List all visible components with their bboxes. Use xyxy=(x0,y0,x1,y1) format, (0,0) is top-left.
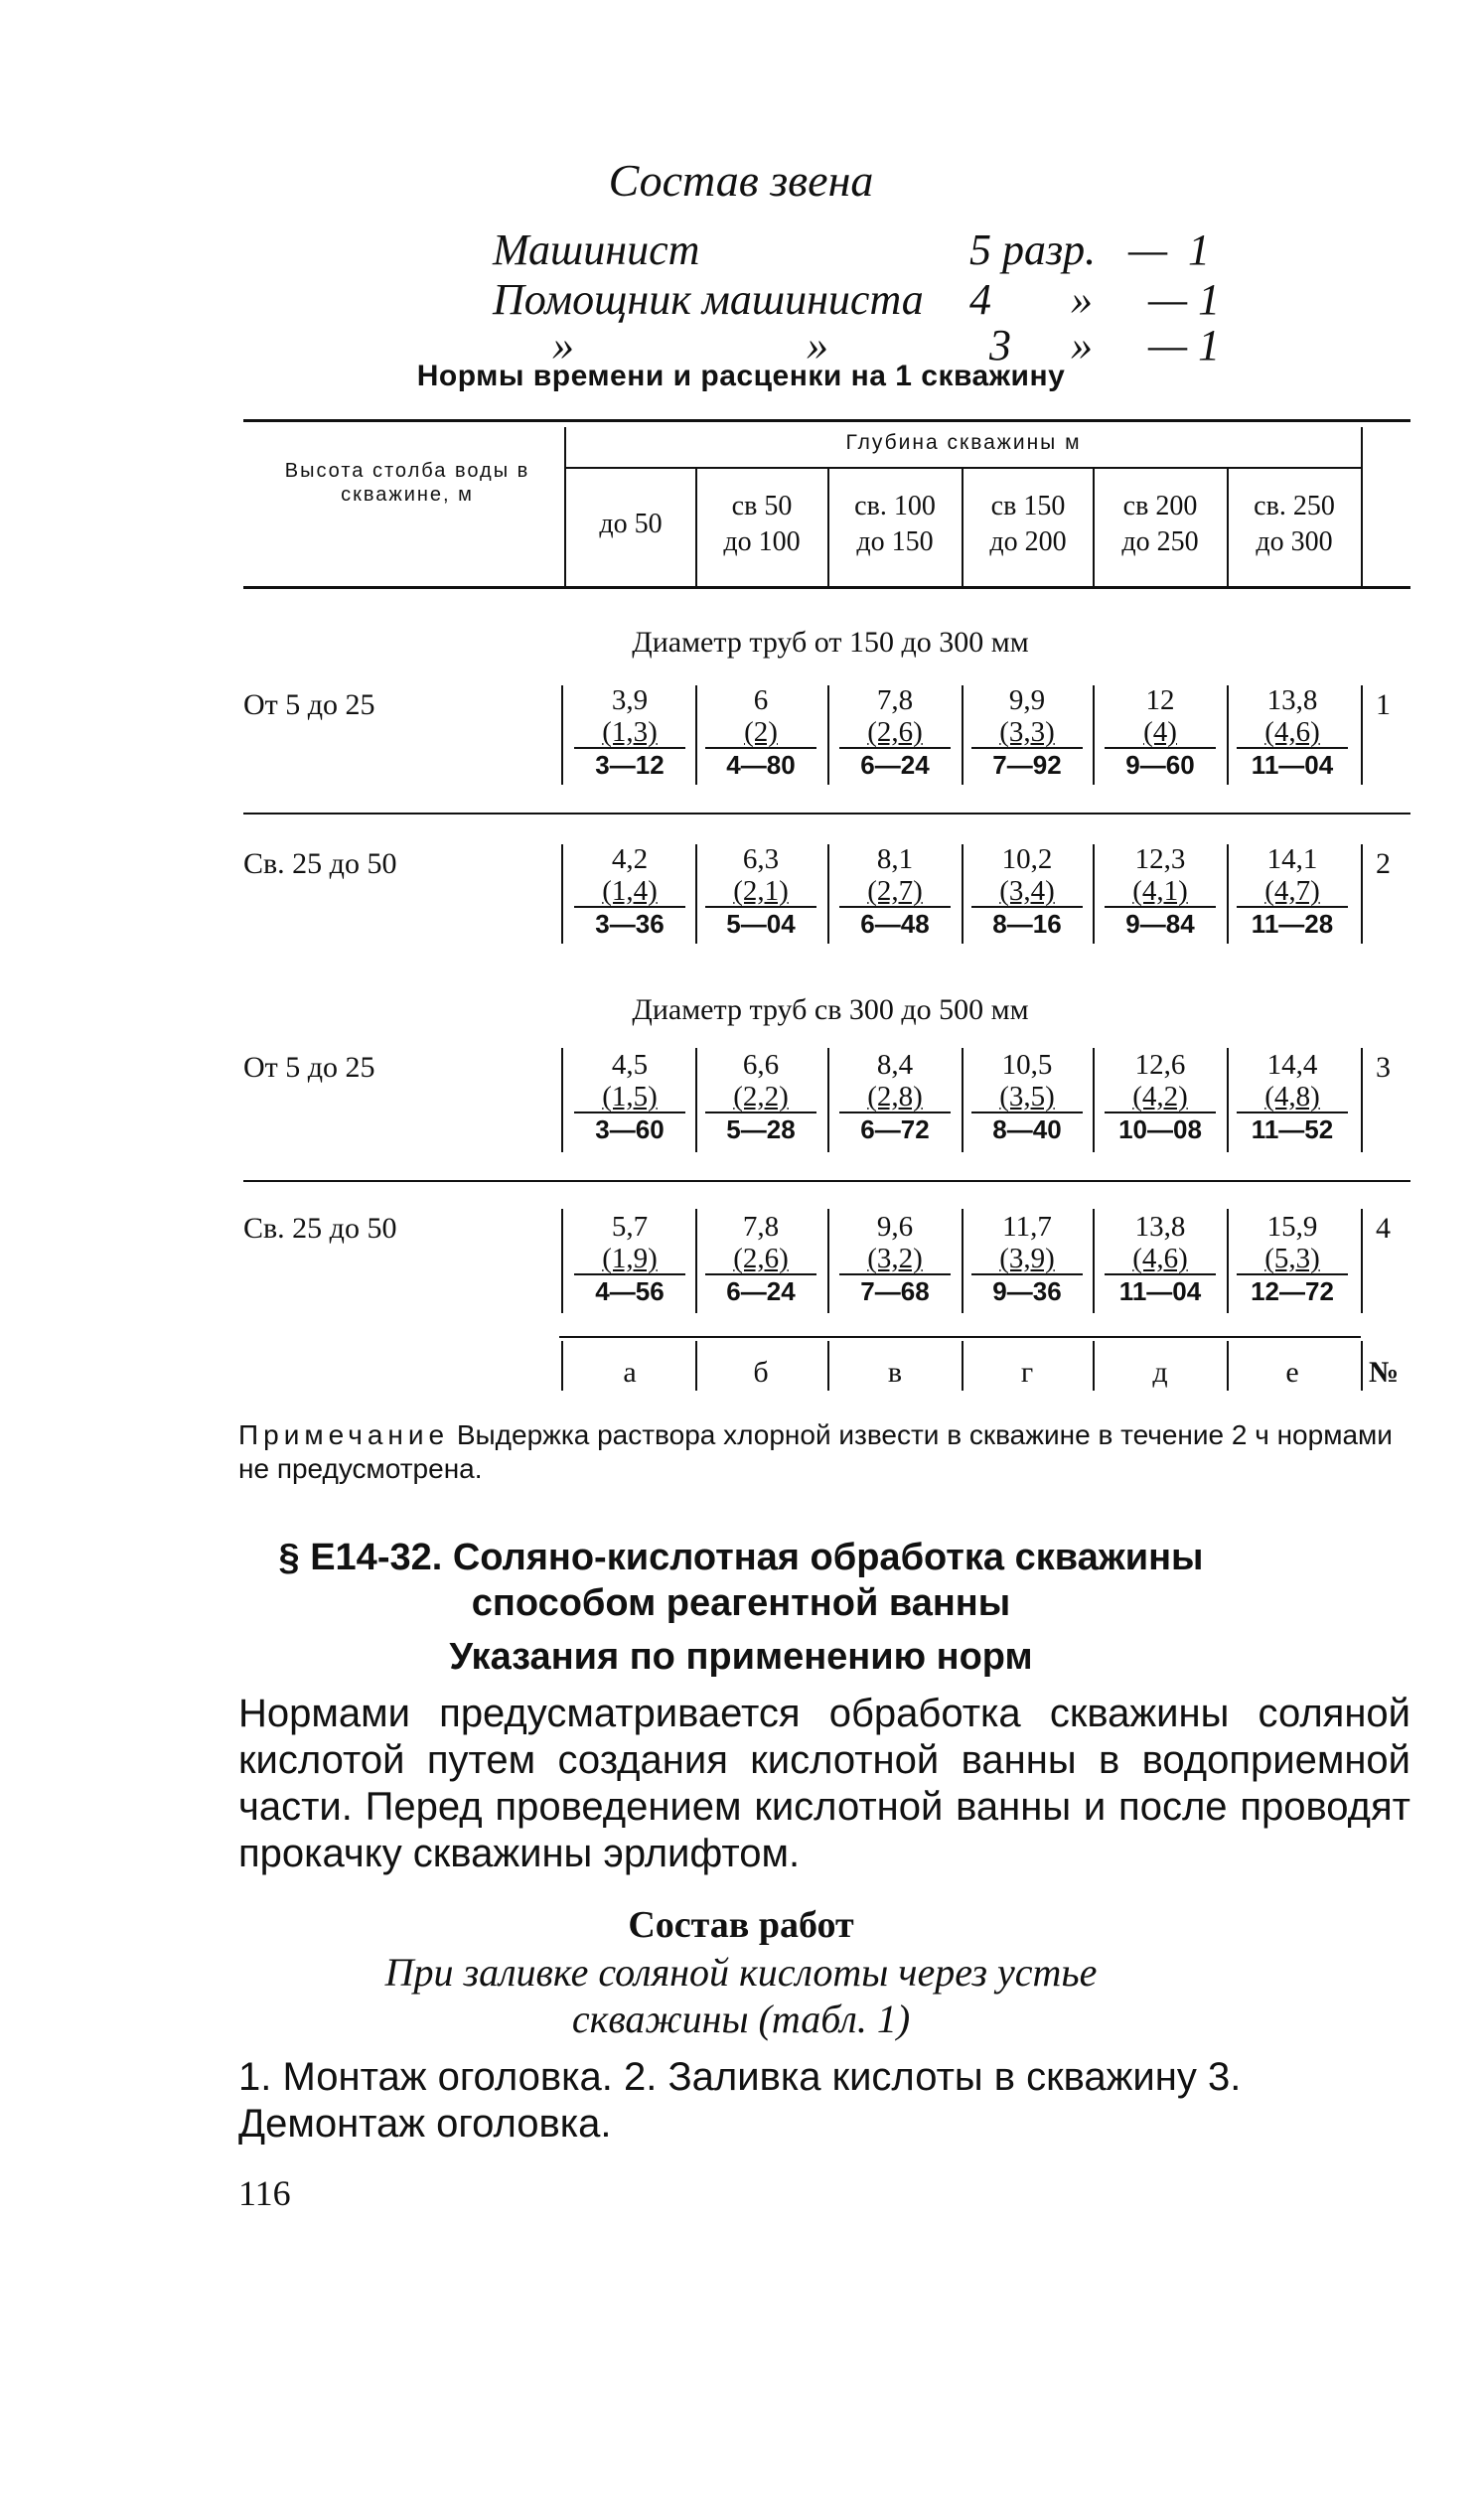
machine-time: (2,8) xyxy=(867,1081,923,1112)
row-header: Высота столба воды в скважине, м xyxy=(284,460,530,506)
time-norm: 10,5 xyxy=(1001,1049,1053,1081)
time-norm: 6 xyxy=(753,684,769,716)
crew-count: 1 xyxy=(1188,225,1210,274)
section-subtitle: Указания по применению норм xyxy=(449,1636,1033,1678)
row-rule xyxy=(243,1180,1410,1182)
rate: 5—04 xyxy=(705,906,816,940)
crew-row xyxy=(493,274,1228,326)
crew-role-ditto: » xyxy=(807,321,828,370)
col-header xyxy=(697,489,826,560)
section-paragraph: Нормами предусматривается обработка скважины соляной кислотой путем создания кислотной ванны в водоприемной части. Перед проведением кислотной ванны и после проводят прокачку скважины эрлифтом. xyxy=(238,1692,1410,1875)
rate: 4—80 xyxy=(705,747,816,781)
machine-time: (1,5) xyxy=(602,1081,658,1112)
time-norm: 12 xyxy=(1145,684,1175,716)
col-divider xyxy=(561,1341,563,1391)
time-norm: 7,8 xyxy=(876,684,914,716)
col-header xyxy=(829,489,961,560)
rate: 9—36 xyxy=(971,1273,1083,1307)
machine-time: (3,3) xyxy=(999,716,1055,748)
rate: 7—92 xyxy=(971,747,1083,781)
section-title: способом реагентной ванны xyxy=(471,1582,1011,1624)
col-divider xyxy=(561,844,563,944)
note-word: Примечание xyxy=(238,1419,450,1450)
time-norm: 13,8 xyxy=(1134,1211,1186,1243)
time-norm: 12,3 xyxy=(1134,843,1186,875)
rate: 9—84 xyxy=(1105,906,1216,940)
table-cell xyxy=(697,1048,824,1145)
time-norm: 12,6 xyxy=(1134,1049,1186,1081)
col-header-line: св 150 xyxy=(990,491,1066,521)
rate: 6—72 xyxy=(839,1112,951,1145)
col-header-line: св 200 xyxy=(1122,491,1198,521)
machine-time: (4,8) xyxy=(1264,1081,1320,1112)
rate: 3—36 xyxy=(574,906,685,940)
col-divider xyxy=(827,1341,829,1391)
section-label: Диаметр труб св 300 до 500 мм xyxy=(632,993,1029,1026)
crew-rank: 3 xyxy=(989,321,1011,370)
col-header-line: до 300 xyxy=(1256,526,1333,557)
crew-role: Машинист xyxy=(493,225,700,274)
time-norm: 10,2 xyxy=(1001,843,1053,875)
time-norm: 4,2 xyxy=(611,843,649,875)
col-divider xyxy=(561,1048,563,1152)
machine-time: (2,7) xyxy=(867,875,923,907)
time-norm: 9,6 xyxy=(876,1211,914,1243)
col-divider xyxy=(1093,1341,1095,1391)
works-subtitle: скважины (табл. 1) xyxy=(571,1997,911,2041)
col-header xyxy=(963,489,1093,560)
table-note xyxy=(238,1418,1410,1486)
crew-sep: — xyxy=(1128,225,1168,274)
time-norm: 6,6 xyxy=(742,1049,780,1081)
works-subtitle: При заливке соляной кислоты через устье xyxy=(384,1950,1098,1995)
machine-time: (5,3) xyxy=(1264,1243,1320,1274)
rate: 9—60 xyxy=(1105,747,1216,781)
crew-count: — 1 xyxy=(1148,321,1221,370)
col-letter: а xyxy=(623,1356,637,1389)
crew-sep: » xyxy=(1071,275,1093,324)
table-cell xyxy=(1229,1048,1356,1145)
header-bottom-rule xyxy=(243,586,1410,589)
crew-title: Состав звена xyxy=(608,155,874,206)
machine-time: (4,7) xyxy=(1264,875,1320,907)
note-text: Выдержка раствора хлорной извести в скважине в течение 2 ч нормами не предусмотрена. xyxy=(238,1419,1393,1484)
machine-time: (4,1) xyxy=(1132,875,1188,907)
col-header xyxy=(1095,489,1226,560)
machine-time: (2,1) xyxy=(733,875,789,907)
table-cell xyxy=(831,683,959,781)
table-cell xyxy=(697,1210,824,1307)
rate: 10—08 xyxy=(1105,1112,1216,1145)
col-divider xyxy=(1361,1209,1363,1313)
col-header xyxy=(1229,489,1360,560)
crew-rank: 5 разр. xyxy=(969,225,1097,274)
row-number: 1 xyxy=(1376,688,1391,721)
machine-time: (2,2) xyxy=(733,1081,789,1112)
row-label: От 5 до 25 xyxy=(243,688,375,721)
row-number: 3 xyxy=(1376,1051,1391,1084)
crew-role: » xyxy=(552,321,574,370)
machine-time: (2,6) xyxy=(733,1243,789,1274)
col-letter: в xyxy=(887,1356,903,1389)
col-letter: е xyxy=(1285,1356,1299,1389)
col-header-line: до 200 xyxy=(989,526,1067,557)
table-cell xyxy=(963,1048,1091,1145)
table-cell xyxy=(963,842,1091,940)
crew-count: — 1 xyxy=(1148,275,1221,324)
machine-time: (3,9) xyxy=(999,1243,1055,1274)
table-cell xyxy=(566,683,693,781)
col-header-line: до 150 xyxy=(856,526,934,557)
table-cell xyxy=(1097,1210,1224,1307)
table-cell xyxy=(1229,842,1356,940)
machine-time: (2,6) xyxy=(867,716,923,748)
crew-rank: 4 xyxy=(969,275,991,324)
rate: 11—28 xyxy=(1237,906,1348,940)
col-divider xyxy=(561,1209,563,1313)
rate: 4—56 xyxy=(574,1273,685,1307)
rate: 5—28 xyxy=(705,1112,816,1145)
col-letter: д xyxy=(1152,1356,1168,1389)
time-norm: 8,4 xyxy=(876,1049,914,1081)
rate: 11—52 xyxy=(1237,1112,1348,1145)
row-label: Св. 25 до 50 xyxy=(243,1212,397,1245)
table-cell xyxy=(1229,1210,1356,1307)
machine-time: (1,3) xyxy=(602,716,658,748)
table-cell xyxy=(566,1048,693,1145)
machine-time: (3,4) xyxy=(999,875,1055,907)
table-cell xyxy=(831,1048,959,1145)
rate: 7—68 xyxy=(839,1273,951,1307)
machine-time: (4,6) xyxy=(1132,1243,1188,1274)
machine-time: (4,2) xyxy=(1132,1081,1188,1112)
col-divider xyxy=(827,844,829,944)
machine-time: (3,2) xyxy=(867,1243,923,1274)
rate: 8—40 xyxy=(971,1112,1083,1145)
col-header-line: св 50 xyxy=(731,491,793,521)
time-norm: 13,8 xyxy=(1266,684,1318,716)
norms-title: Нормы времени и расценки на 1 скважину xyxy=(416,360,1066,392)
time-norm: 9,9 xyxy=(1008,684,1046,716)
table-top-rule xyxy=(243,419,1410,422)
time-norm: 15,9 xyxy=(1266,1211,1318,1243)
letters-rule xyxy=(559,1336,1361,1338)
row-number: 2 xyxy=(1376,847,1391,880)
col-divider xyxy=(561,685,563,785)
col-divider xyxy=(1361,1048,1363,1152)
section-title: § Е14-32. Соляно-кислотная обработка скважины xyxy=(278,1537,1204,1578)
row-label: От 5 до 25 xyxy=(243,1051,375,1084)
machine-time: (2) xyxy=(744,716,778,748)
col-header xyxy=(566,507,695,542)
col-header-line: св. 100 xyxy=(854,491,936,521)
table-cell xyxy=(831,1210,959,1307)
table-cell xyxy=(697,842,824,940)
col-divider xyxy=(1093,844,1095,944)
page-number: 116 xyxy=(238,2173,291,2213)
col-letter: г xyxy=(1020,1356,1034,1389)
rate: 11—04 xyxy=(1237,747,1348,781)
col-divider xyxy=(827,1209,829,1313)
col-divider xyxy=(1093,685,1095,785)
rate: 3—12 xyxy=(574,747,685,781)
crew-role: Помощник машиниста xyxy=(493,275,924,324)
col-divider xyxy=(1093,1048,1095,1152)
works-text: 1. Монтаж оголовка. 2. Заливка кислоты в скважину 3. Демонтаж оголовка. xyxy=(238,2055,1242,2146)
col-divider xyxy=(1361,427,1363,586)
machine-time: (4) xyxy=(1143,716,1177,748)
row-number: 4 xyxy=(1376,1212,1391,1245)
table-cell xyxy=(566,1210,693,1307)
machine-time: (3,5) xyxy=(999,1081,1055,1112)
table-cell xyxy=(1229,683,1356,781)
row-rule xyxy=(243,813,1410,815)
table-cell xyxy=(1097,1048,1224,1145)
col-header-line: св. 250 xyxy=(1254,491,1335,521)
col-letter: б xyxy=(753,1356,769,1389)
col-header-line: до 100 xyxy=(723,526,801,557)
time-norm: 8,1 xyxy=(876,843,914,875)
time-norm: 5,7 xyxy=(611,1211,649,1243)
rate: 6—48 xyxy=(839,906,951,940)
section-label: Диаметр труб от 150 до 300 мм xyxy=(632,626,1029,659)
col-divider xyxy=(1093,1209,1095,1313)
works-title: Состав работ xyxy=(628,1904,854,1946)
table-cell xyxy=(963,1210,1091,1307)
table-cell xyxy=(831,842,959,940)
time-norm: 14,4 xyxy=(1266,1049,1318,1081)
table-cell xyxy=(566,842,693,940)
time-norm: 14,1 xyxy=(1266,843,1318,875)
machine-time: (1,4) xyxy=(602,875,658,907)
machine-time: (4,6) xyxy=(1264,716,1320,748)
col-divider xyxy=(1361,844,1363,944)
time-norm: 11,7 xyxy=(1002,1211,1052,1243)
col-header-line: до 250 xyxy=(1121,526,1199,557)
row-label: Св. 25 до 50 xyxy=(243,847,397,880)
time-norm: 7,8 xyxy=(742,1211,780,1243)
time-norm: 4,5 xyxy=(611,1049,649,1081)
col-divider xyxy=(827,1048,829,1152)
rate: 3—60 xyxy=(574,1112,685,1145)
table-cell xyxy=(963,683,1091,781)
col-header-line: до 50 xyxy=(599,509,663,539)
col-divider xyxy=(1361,1341,1363,1391)
rate: 12—72 xyxy=(1237,1273,1348,1307)
rate: 8—16 xyxy=(971,906,1083,940)
machine-time: (1,9) xyxy=(602,1243,658,1274)
time-norm: 3,9 xyxy=(611,684,649,716)
rate: 6—24 xyxy=(839,747,951,781)
time-norm: 6,3 xyxy=(742,843,780,875)
rate: 11—04 xyxy=(1105,1273,1216,1307)
table-cell xyxy=(697,683,824,781)
rate: 6—24 xyxy=(705,1273,816,1307)
num-label: № xyxy=(1369,1356,1400,1389)
table-cell xyxy=(1097,683,1224,781)
table-cell xyxy=(1097,842,1224,940)
col-divider xyxy=(827,685,829,785)
depth-header: Глубина скважины м xyxy=(845,431,1082,454)
crew-row xyxy=(493,224,1228,276)
crew-sep: » xyxy=(1071,321,1093,370)
col-divider xyxy=(1361,685,1363,785)
